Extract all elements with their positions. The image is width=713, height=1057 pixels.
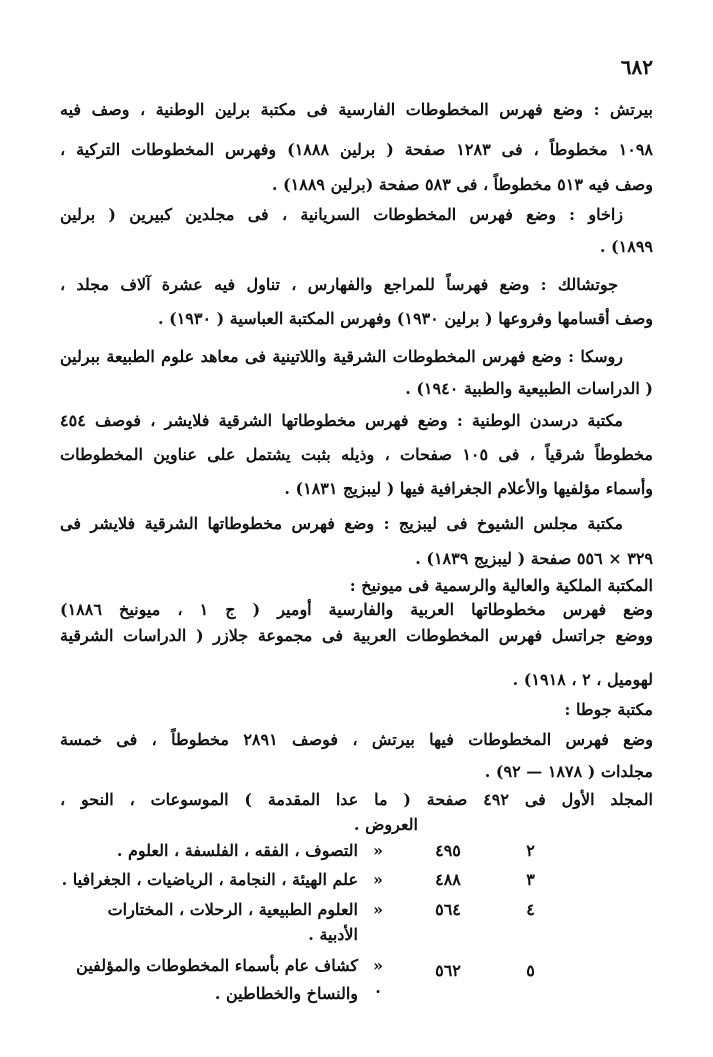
text-line: وضع فهرس المخطوطات فيها بيرتش ، فوصف ٢٨٩١ مخطوطاً ، فى خمسة [60,730,653,749]
volume-subjects: علم الهيئة ، النجامة ، الرياضيات ، الجغرافيا . [61,870,358,889]
text-line: ٣٢٩ × ٥٥٦ صفحة ( ليبزيج ١٨٣٩) . [415,549,653,568]
text-line: مكتبة مجلس الشيوخ فى ليبزيج : وضع فهرس مخطوطاتها الشرقية فلايشر فى [60,514,623,533]
text-line: وضع فهرس مخطوطاتها العربية والفارسية أومير ( ج ١ ، ميونيخ ١٨٨٦) [60,600,653,619]
text-line: العروض . [353,815,418,834]
ditto-mark: « [373,900,383,919]
ditto-mark: « [373,841,383,860]
volume-number: ٤ [526,900,535,919]
text-line: مجلدات ( ١٨٧٨ — ٩٢) . [484,762,653,781]
section-heading: مكتبة جوطا : [564,700,653,719]
volume-pages: ٤٨٨ [435,870,461,889]
text-line: زاخاو : وضع فهرس المخطوطات السريانية ، فى مجلدين كبيرين ( برلين [60,205,623,224]
text-line: المجلد الأول فى ٤٩٢ صفحة ( ما عدا المقدمة ) الموسوعات ، النحو ، [60,790,653,809]
text-line: وصف فيه ٥١٣ مخطوطاً ، فى ٥٨٣ صفحة (برلين ١٨٨٩) . [271,175,653,194]
volume-subjects: العلوم الطبيعية ، الرحلات ، المختارات [107,900,358,919]
volume-row [0,899,713,949]
text-line: بيرتش : وضع فهرس المخطوطات الفارسية فى مكتبة برلين الوطنية ، وصف فيه [60,100,653,119]
text-line: مكتبة درسدن الوطنية : وضع فهرس مخطوطاتها الشرقية فلايشر ، فوصف ٤٥٤ [60,411,623,430]
volume-subjects: التصوف ، الفقه ، الفلسفة ، العلوم . [116,841,358,860]
volume-pages: ٤٩٥ [435,841,461,860]
text-line: وأسماء مؤلفيها والأعلام الجغرافية فيها ( ليبزيج ١٨٣١) . [284,479,653,498]
volume-number: ٣ [526,870,535,889]
text-line: ( الدراسات الطبيعية والطبية ١٩٤٠) . [405,379,653,398]
text-line: جوتشالك : وضع فهرساً للمراجع والفهارس ، تناول فيه عشرة آلاف مجلد ، [60,275,618,294]
volume-subjects-continued: والنساخ والخطاطين . [214,984,358,1003]
ditto-mark: « [373,870,383,889]
text-line: لهوميل ، ٢ ، ١٩١٨) . [512,670,653,689]
text-line: وصف أقسامها وفروعها ( برلين ١٩٣٠) وفهرس المكتبة العباسية ( ١٩٣٠) . [157,309,653,328]
page-number: ٦٨٢ [620,55,653,79]
ditto-mark: « . [373,956,383,997]
volume-number: ٢ [526,841,535,860]
volume-row [0,869,713,891]
volume-pages: ٥٦٤ [435,900,461,919]
volume-pages: ٥٦٢ [435,961,461,980]
volume-subjects: كشاف عام بأسماء المخطوطات والمؤلفين [76,956,358,975]
volume-number: ٥ [526,961,535,980]
text-line: ١٠٩٨ مخطوطاً ، فى ١٢٨٣ صفحة ( برلين ١٨٨٨) وفهرس المخطوطات التركية ، [60,140,653,159]
text-line: روسكا : وضع فهرس المخطوطات الشرقية واللاتينية فى معاهد علوم الطبيعة ببرلين [60,347,623,366]
section-heading: المكتبة الملكية والعالية والرسمية فى ميونيخ : [349,576,653,595]
volume-subjects-continued: الأدبية . [308,925,358,944]
text-line: ١٨٩٩) . [599,237,653,256]
text-line: ووضع جراتسل فهرس المخطوطات العربية فى مجموعة جلازر ( الدراسات الشرقية [60,626,653,645]
volume-row [0,840,713,862]
volume-row [0,955,713,1010]
text-line: مخطوطاً شرقياً ، فى ١٠٥ صفحات ، وذيله بثبت يشتمل على عناوين المخطوطات [60,445,653,464]
